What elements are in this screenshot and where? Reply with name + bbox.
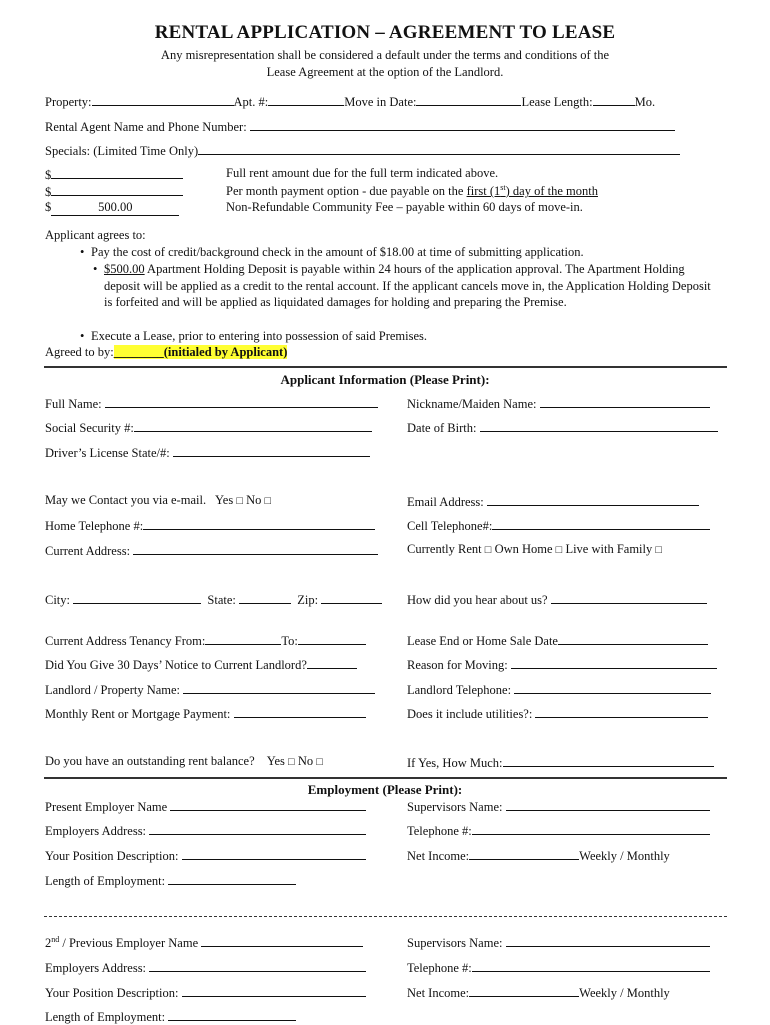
home-phone-label: Home Telephone #: [45, 519, 144, 533]
live-family-label: Live with Family [565, 542, 653, 556]
notice-field[interactable] [307, 656, 357, 669]
ssn-field[interactable] [134, 419, 372, 432]
employer-address-field[interactable] [149, 822, 366, 835]
email-no-checkbox[interactable]: □ [264, 495, 272, 507]
prev-supervisor-row [407, 934, 710, 951]
dob-field[interactable] [480, 419, 718, 432]
specials-field[interactable] [198, 142, 680, 155]
weekly-monthly-label: Weekly / Monthly [579, 849, 670, 863]
prev-employer-address-row [45, 959, 366, 976]
current-address-row [45, 542, 378, 559]
fee-1-description: Full rent amount due for the full term indicated above. [226, 166, 499, 180]
prev-length-field[interactable] [168, 1008, 296, 1021]
rent-label: Rent [458, 542, 482, 556]
tenancy-from-label: Current Address Tenancy From: [45, 634, 206, 648]
email-yes-checkbox[interactable]: □ [236, 495, 243, 507]
utilities-row [407, 705, 708, 722]
license-row [45, 444, 370, 461]
position-row [45, 847, 366, 864]
live-family-checkbox[interactable]: □ [655, 544, 663, 556]
city-field[interactable] [73, 591, 201, 604]
currency-symbol: $ [45, 200, 52, 214]
initial-note: (initialed by Applicant) [163, 345, 288, 359]
fee-3-description: Non-Refundable Community Fee – payable within 60 days of move-in. [226, 200, 583, 214]
net-income-field[interactable] [469, 847, 579, 860]
agree-bullet-1: • Pay the cost of credit/background check in the amount of $18.00 at time of submitting application. [91, 244, 721, 261]
license-field[interactable] [173, 444, 370, 457]
property-label: Property: [45, 95, 92, 109]
fee-2-first: first (1 [466, 184, 501, 199]
applicant-section-heading: Applicant Information (Please Print): [280, 372, 490, 387]
apt-field[interactable] [268, 93, 344, 106]
reason-field[interactable] [511, 656, 717, 669]
fee-2-superscript: st [500, 183, 506, 192]
net-income-label: Net Income: [407, 986, 470, 1000]
city-label: City: [45, 593, 71, 607]
fee-2-text: Per month payment option - due payable on the [226, 184, 467, 199]
fee-row-3 [45, 200, 179, 216]
monthly-rent-row [45, 705, 366, 722]
divider [44, 777, 727, 779]
monthly-rent-field[interactable] [234, 705, 366, 718]
divider [44, 366, 727, 368]
fee-row-2 [45, 183, 183, 200]
property-row [45, 93, 655, 110]
position-label: Your Position Description: [45, 986, 179, 1000]
length-field[interactable] [168, 872, 296, 885]
tenancy-to-label: To: [281, 634, 298, 648]
license-label: Driver’s License State/#: [45, 446, 170, 460]
telephone-label: Telephone #: [407, 961, 472, 975]
agrees-heading: Applicant agrees to: [45, 228, 146, 242]
supervisor-label: Supervisors Name: [407, 800, 503, 814]
state-label: State: [207, 593, 236, 607]
yes-label: Yes [215, 493, 234, 507]
lease-end-label: Lease End or Home Sale Date [407, 634, 558, 648]
subtitle-line-2: Lease Agreement at the option of the Landlord. [266, 65, 504, 79]
holding-deposit-amount: $500.00 [104, 262, 145, 276]
email-field[interactable] [487, 493, 699, 506]
monthly-rent-label: Monthly Rent or Mortgage Payment: [45, 707, 231, 721]
prev-employer-address-field[interactable] [149, 959, 366, 972]
current-address-field[interactable] [133, 542, 378, 555]
prev-supervisor-field[interactable] [506, 934, 710, 947]
previous-superscript: nd [51, 934, 60, 944]
currency-symbol: $ [45, 168, 52, 182]
prev-telephone-field[interactable] [472, 959, 710, 972]
move-in-label: Move in Date: [344, 95, 417, 109]
previous-employer-row [45, 934, 363, 951]
employer-telephone-row [407, 822, 710, 839]
tenancy-to-field[interactable] [298, 632, 366, 645]
notice-label: Did You Give 30 Days’ Notice to Current Landlord? [45, 658, 307, 672]
length-row [45, 872, 296, 889]
supervisor-label: Supervisors Name: [407, 936, 503, 950]
tenancy-from-field[interactable] [205, 632, 281, 645]
net-income-label: Net Income: [407, 849, 470, 863]
zip-field[interactable] [321, 591, 382, 604]
how-much-row [407, 754, 714, 771]
agreed-label: Agreed to by: [45, 345, 114, 359]
telephone-field[interactable] [472, 822, 710, 835]
fee-2-day: ) day of the month [505, 184, 598, 199]
cell-phone-row [407, 517, 710, 534]
email-row [407, 493, 699, 510]
email-label: Email Address: [407, 495, 484, 509]
contact-email-label: May we Contact you via e-mail. [45, 493, 207, 507]
lease-end-row [407, 632, 708, 649]
months-label: Mo. [634, 95, 656, 109]
landlord-phone-label: Landlord Telephone: [407, 683, 512, 697]
prev-net-income-field[interactable] [469, 984, 579, 997]
fee-2-underlined [467, 184, 598, 198]
length-label: Length of Employment: [45, 874, 166, 888]
community-fee-value[interactable]: 500.00 [51, 200, 179, 216]
ssn-label: Social Security #: [45, 421, 134, 435]
page-title: RENTAL APPLICATION – AGREEMENT TO LEASE [154, 22, 616, 43]
home-phone-row [45, 517, 375, 534]
weekly-monthly-label: Weekly / Monthly [579, 986, 670, 1000]
currency-symbol: $ [45, 185, 52, 199]
how-much-field[interactable] [503, 754, 714, 767]
specials-row [45, 142, 680, 159]
supervisor-field[interactable] [506, 798, 710, 811]
net-income-row [407, 847, 670, 864]
move-in-field[interactable] [416, 93, 521, 106]
dob-row [407, 419, 718, 436]
previous-employer-field[interactable] [201, 934, 363, 947]
contact-email-row [45, 493, 271, 508]
full-name-field[interactable] [105, 395, 378, 408]
reason-row [407, 656, 717, 673]
employer-address-label: Employers Address: [45, 824, 147, 838]
position-field[interactable] [182, 847, 366, 860]
no-label: No [246, 493, 262, 507]
property-field[interactable] [92, 93, 234, 106]
zip-label: Zip: [297, 593, 319, 607]
city-state-zip-row [45, 591, 382, 608]
employer-address-row [45, 822, 366, 839]
landlord-phone-field[interactable] [514, 681, 711, 694]
dashed-divider [44, 916, 727, 917]
specials-label: Specials: (Limited Time Only) [45, 144, 199, 158]
lease-length-label: Lease Length: [521, 95, 593, 109]
hear-row [407, 591, 707, 608]
apt-label: Apt. #: [233, 95, 269, 109]
rent-checkbox[interactable]: □ [484, 544, 492, 556]
fee-2-field[interactable] [51, 183, 183, 196]
lease-end-field[interactable] [558, 632, 708, 645]
present-employer-label: Present Employer Name [45, 800, 168, 814]
state-field[interactable] [239, 591, 291, 604]
previous-number: 2 [45, 936, 52, 950]
own-home-label: Own Home [494, 542, 553, 556]
present-employer-row [45, 798, 366, 815]
agent-row [45, 118, 675, 135]
agree-bullet-2 [104, 261, 716, 311]
ssn-row [45, 419, 372, 436]
agent-label: Rental Agent Name and Phone Number: [45, 120, 247, 134]
previous-employer-label: / Previous Employer Name [59, 936, 199, 950]
initial-field[interactable] [114, 345, 288, 359]
full-name-row [45, 395, 378, 412]
current-address-label: Current Address: [45, 544, 131, 558]
reason-label: Reason for Moving: [407, 658, 508, 672]
currently-label: Currently [407, 542, 455, 556]
landlord-name-field[interactable] [183, 681, 375, 694]
dob-label: Date of Birth: [407, 421, 477, 435]
cell-phone-label: Cell Telephone#: [407, 519, 493, 533]
employer-address-label: Employers Address: [45, 961, 147, 975]
prev-position-field[interactable] [182, 984, 366, 997]
holding-deposit-text: Apartment Holding Deposit is payable within 24 hours of the application approval. The Apartment Holding deposit will be applied as a credit to the rental account. If the applicant cancels move in, the Application Holding Deposit is forfeited and will be applied as liquidated damages for holding and preparing the Premise. [104, 262, 711, 309]
landlord-name-label: Landlord / Property Name: [45, 683, 181, 697]
fee-row-1 [45, 166, 183, 183]
length-label: Length of Employment: [45, 1010, 166, 1024]
employment-section-heading: Employment (Please Print): [307, 782, 463, 797]
nickname-row [407, 395, 710, 412]
hear-label: How did you hear about us? [407, 593, 548, 607]
landlord-name-row [45, 681, 375, 698]
cell-phone-field[interactable] [492, 517, 710, 530]
how-much-label: If Yes, How Much: [407, 756, 503, 770]
balance-yes-checkbox[interactable]: □ [288, 756, 295, 768]
prev-telephone-row [407, 959, 710, 976]
fee-1-field[interactable] [51, 166, 183, 179]
full-name-label: Full Name: [45, 397, 102, 411]
own-home-checkbox[interactable]: □ [555, 544, 563, 556]
subtitle-line-1: Any misrepresentation shall be considered a default under the terms and conditions of the [160, 48, 610, 62]
notice-row [45, 656, 357, 673]
balance-no-checkbox[interactable]: □ [316, 756, 323, 768]
landlord-phone-row [407, 681, 711, 698]
residence-type-row [407, 542, 662, 557]
tenancy-row [45, 632, 366, 649]
prev-position-row [45, 984, 366, 1001]
yes-label: Yes [266, 754, 285, 768]
utilities-label: Does it include utilities?: [407, 707, 533, 721]
agree-bullet-3: • Execute a Lease, prior to entering into possession of said Premises. [91, 328, 721, 345]
fee-2-description [226, 183, 598, 199]
telephone-label: Telephone #: [407, 824, 472, 838]
agent-field[interactable] [250, 118, 675, 131]
utilities-field[interactable] [535, 705, 708, 718]
initial-blank: ________ [113, 345, 164, 359]
hear-field[interactable] [551, 591, 707, 604]
lease-length-field[interactable] [593, 93, 635, 106]
prev-length-row [45, 1008, 296, 1025]
present-employer-field[interactable] [170, 798, 366, 811]
agreed-row [45, 345, 287, 360]
home-phone-field[interactable] [143, 517, 375, 530]
supervisor-row [407, 798, 710, 815]
no-label: No [297, 754, 314, 768]
prev-net-income-row [407, 984, 670, 1001]
nickname-label: Nickname/Maiden Name: [407, 397, 537, 411]
position-label: Your Position Description: [45, 849, 179, 863]
balance-row [45, 754, 323, 769]
balance-label: Do you have an outstanding rent balance? [45, 754, 255, 768]
nickname-field[interactable] [540, 395, 710, 408]
